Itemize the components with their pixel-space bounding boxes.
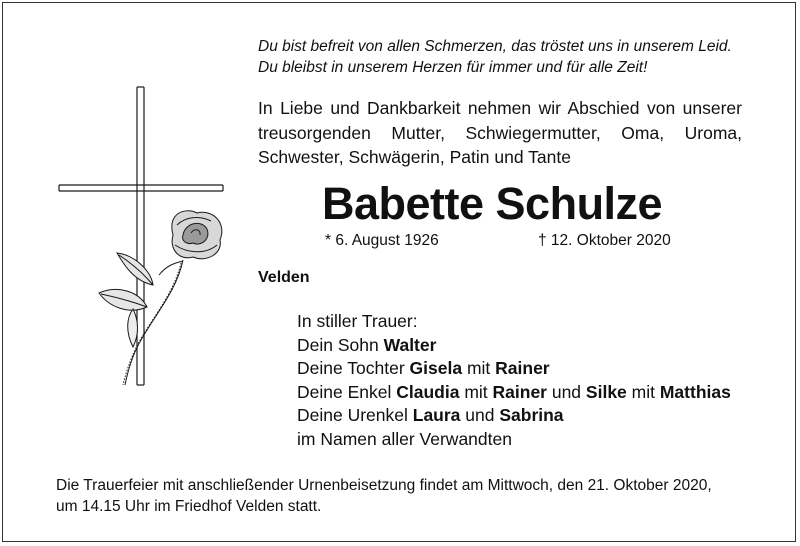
daughter-partner-name: Rainer — [495, 358, 550, 378]
mourner-daughter-line: Deine Tochter Gisela mit Rainer — [297, 358, 550, 378]
funeral-details-line-1: Die Trauerfeier mit anschließender Urnenbeisetzung findet am Mittwoch, den 21. Oktober 2020, — [56, 477, 712, 494]
memorial-verse — [258, 36, 758, 78]
grandchild-1-name: Claudia — [396, 381, 460, 402]
mourners-heading: In stiller Trauer: — [297, 311, 418, 331]
cross-and-rose-illustration — [55, 85, 235, 415]
verse-line-1: Du bist befreit von allen Schmerzen, das tröstet uns in unserem Leid. — [258, 38, 732, 55]
mourners-list — [297, 310, 731, 451]
mourner-son-line: Dein Sohn Walter — [297, 334, 437, 355]
death-date: † 12. Oktober 2020 — [538, 232, 671, 249]
mourner-great-grandchildren-line: Deine Urenkel Laura und Sabrina — [297, 405, 564, 425]
grandchild-1-partner-name: Rainer — [492, 381, 547, 402]
daughter-name: Gisela — [409, 358, 463, 378]
mourner-grandchildren-line: Deine Enkel Claudia mit Rainer und Silke mit Matthias — [297, 381, 731, 402]
grandchild-2-partner-name: Matthias — [659, 381, 731, 402]
verse-line-2: Du bleibst in unserem Herzen für immer und für alle Zeit! — [258, 59, 648, 76]
deceased-name: Babette Schulze — [322, 178, 663, 229]
funeral-details-line-2: um 14.15 Uhr im Friedhof Velden statt. — [56, 497, 322, 515]
great-grandchild-2-name: Sabrina — [499, 405, 564, 425]
birth-date: * 6. August 1926 — [325, 232, 439, 249]
rose-icon — [99, 211, 222, 385]
son-name: Walter — [383, 334, 437, 355]
great-grandchild-1-name: Laura — [412, 405, 461, 425]
grandchild-2-name: Silke — [585, 381, 627, 402]
funeral-details — [56, 476, 756, 517]
place-name: Velden — [258, 269, 310, 286]
farewell-intro: In Liebe und Dankbarkeit nehmen wir Abschied von unserer treusorgenden Mutter, Schwiegermutter, Oma, Uroma, Schwester, Schwägerin, Patin und Tante — [258, 98, 742, 167]
mourner-relatives-line: im Namen aller Verwandten — [297, 428, 512, 449]
